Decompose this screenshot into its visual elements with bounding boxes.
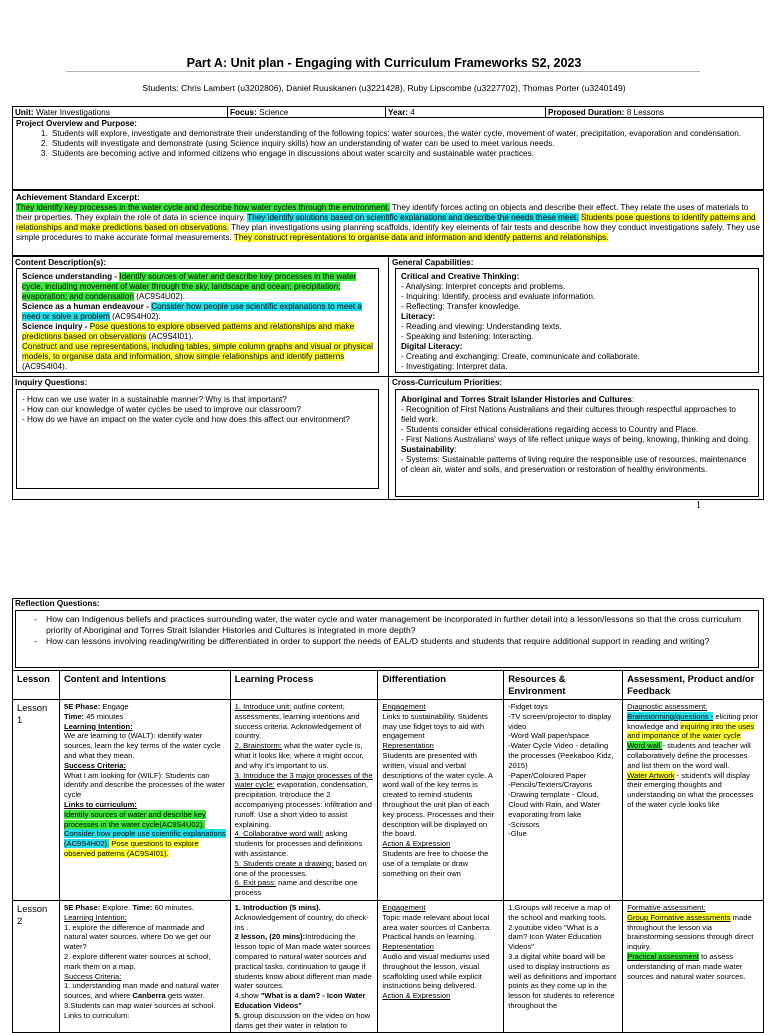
science-inquiry-desc: Science inquiry - Pose questions to explore observed patterns and relationships and make predictions based on observations (AC9S4I01).	[22, 322, 355, 341]
priority-item: - First Nations Australians' ways of life reflect unique ways of being, knowing, thinking and doing.	[401, 435, 751, 444]
capability-item: - Reflecting: Transfer knowledge.	[401, 302, 521, 311]
duration-value: 8 Lessons	[626, 108, 665, 117]
learning-process-cell: 1. Introduction (5 mins). Acknowledgement of country, do check-ins . 2 lesson, (20 mins):Introducing the lesson topic of Man made water sources compared to natural water sources and practical tasks. continuation to gauge if students know about different man made water sources. 4.show "What is a dam? - Icon Water Education Videos" 5. group discussion on the video on how dams get their water in relation to	[230, 900, 378, 1032]
sustainability-title: Sustainability	[401, 445, 455, 454]
focus-value: Science	[259, 108, 289, 117]
column-header: Resources & Environment	[504, 671, 623, 700]
unit-cell: Unit: Water Investigations	[15, 108, 110, 117]
column-header: Content and Intentions	[59, 671, 230, 700]
title-divider	[66, 71, 700, 72]
column-header: Assessment, Product and/or Feedback	[623, 671, 764, 700]
capability-item: - Speaking and listening: Interacting.	[401, 332, 534, 341]
year-cell: Year: 4	[388, 108, 415, 117]
reflection-question: - How can lessons involving reading/writing be differentiated in order to support the needs of EAL/D students and students that require additional support in reading and writing?	[34, 636, 710, 646]
resources-cell: 1.Groups will receive a map of the school and marking tools. 2.youtube video "What is a dam? Icon Water Education Videos" 3.a digital white board will be used to display instructions as well as definitions and important points as they come up in the lesson for students to reference throughout the	[504, 900, 623, 1032]
lesson-label: Lesson 2	[13, 900, 60, 1032]
overview-item: 3. Students are becoming active and informed citizens who engage in discussions about water scarcity and sustainable water practices.	[50, 149, 760, 159]
table-header-row	[13, 671, 764, 700]
overview-item: 2. Students will investigate and demonstrate (using Science inquiry skills) how an understanding of water can be used to meet various needs.	[50, 139, 760, 149]
differentiation-cell: Engagement Topic made relevant about local area water sources of Canberra. Practical hands on learning. Representation Audio and visual mediums used throughout the lesson, visual scaffolding used while explicit instructions being delivered. Action & Expression	[378, 900, 504, 1032]
science-inquiry-desc-2: Construct and use representations, including tables, simple column graphs and visual or physical models, to organise data and information, show simple relationships and identify patterns (AC9S4I04).	[22, 342, 373, 371]
student-list: Students: Chris Lambert (u3202806), Daniel Ruuskanen (u3221428), Ruby Lipscombe (u3227702), Thomas Porter (u3240149)	[142, 83, 626, 93]
unit-value: Water Investigations	[35, 108, 110, 117]
literacy-title: Literacy:	[401, 312, 436, 321]
priority-item: - Students consider ethical considerations regarding access to Country and Place.	[401, 425, 699, 434]
overview-list	[16, 129, 760, 159]
document-title: Part A: Unit plan - Engaging with Curriculum Frameworks S2, 2023	[186, 56, 582, 70]
column-header: Differentiation	[378, 671, 504, 700]
learning-process-cell: 1. Introduce unit: outline content, assessments, learning intentions and success criteria. Acknowledgement of country. 2. Brainstorm: what the water cycle is, what it looks like, where it might occur, and why it's important to us. 3. Introduce the 3 major processes of the water cycle: evaporation, condensation, precipitation. Introduce the 2 accompanying processes: infiltration and runoff. Use a short video to assist explaining. 4. Collaborative word wall: asking students for processes and definitions with assistance. 5. Students create a drawing: based on one of the processes. 6. Exit pass: name and describe one process	[230, 700, 378, 901]
priority-item: - Systems: Sustainable patterns of living require the responsible use of resources, maintenance of clean air, water and soils, and preservation or restoration of healthy environments.	[401, 455, 747, 474]
page-2	[0, 582, 768, 1030]
achievement-heading: Achievement Standard Excerpt:	[16, 193, 140, 202]
inquiry-question: - How do we have an impact on the water cycle and how does this affect our environment?	[22, 415, 350, 424]
inquiry-question: - How can we use water in a sustainable manner? Why is that important?	[22, 395, 287, 404]
achievement-text: They identify key processes in the water cycle and describe how water cycles through the environment. They identify forces acting on objects and describe their effect. They relate the uses of materials to their properties. They explain the role of data in science inquiry. They identify solutions based on scientific explanations and describe the needs these meet. Students pose questions to identify patterns and relationships and make predictions based on observations. They plan investigations using planning scaffolds, identify key elements of fair tests and describe how they conduct investigations safely. They use simple procedures to make accurate formal measurements. They construct representations to organise data and information and identify patterns and relationships.	[16, 203, 760, 243]
content-intentions-cell: 5E Phase: Explore. Time: 60 minutes. Learning Intention: 1. explore the difference of manmade and natural water sources. where Do we get our water? 2. explore different water sources at school, mark them on a map. Success Criteria: 1. understanding man made and natural water sources, and where Canberra gets water. 3.Students can map water sources at school. Links to curriculum:	[59, 900, 230, 1032]
capabilities-box	[395, 268, 759, 373]
capability-item: - Investigating: Interpret data.	[401, 362, 508, 371]
year-value: 4	[410, 108, 415, 117]
capabilities-heading: General Capabilities:	[392, 258, 474, 267]
lesson-label: Lesson 1	[13, 700, 60, 901]
page-number: 1	[696, 500, 701, 511]
cross-curriculum-box: Aboriginal and Torres Strait Islander Histories and Cultures: - Recognition of First Nations Australians and their cultures through respectful approaches to field work. - Students consider ethical considerations regarding access to Country and Place. - First Nations Australians' ways of life reflect unique ways of being, knowing, thinking and doing. Sustainability: - Systems: Sustainable patterns of living require the responsible use of resources, maintenance of clean air, water and soils, and preservation or restoration of healthy environments.	[395, 389, 759, 497]
capability-item: - Analysing: Interpret concepts and problems.	[401, 282, 566, 291]
content-intentions-cell: 5E Phase: Engage Time: 45 minutes Learning Intention: We are learning to (WALT): identify water sources, learn the key terms of the water cycle and what they mean. Success Criteria: What I am looking for (WILF): Students can identify and describe the processes of the water cycle Links to curriculum: Identify sources of water and describe key processes in the water cycle(AC9S4U02). Consider how people use scientific explanations (AC9S4H02). Pose questions to explore observed patterns (AC9S4I01).	[59, 700, 230, 901]
capability-item: - Inquiring: Identify, process and evaluate information.	[401, 292, 596, 301]
overview-heading: Project Overview and Purpose:	[16, 119, 138, 128]
atsi-title: Aboriginal and Torres Strait Islander Histories and Cultures	[401, 395, 632, 404]
overview-item: 1. Students will explore, investigate and demonstrate their understanding of the following topics: water sources, the water cycle, movement of water, precipitation, evaporation and condensation.	[50, 129, 760, 139]
cross-curriculum-heading: Cross-Curriculum Priorities:	[392, 378, 503, 387]
reflection-section	[12, 598, 764, 671]
resources-cell: -Fidget toys -TV screen/projector to display video -Word Wall paper/space -Water Cycle Video - detailing the processes (Peekaboo Kidz, 2015) -Paper/Coloured Paper -Pencils/Texters/Crayons -Drawing template - Cloud, Cloud with Rain, and Water evaporating from lake -Scissors -Glue	[504, 700, 623, 901]
differentiation-cell: Engagement Links to sustainability. Students may use fidget toys to aid with engagement Representation Students are presented with written, visual and verbal descriptions of the water cycle. A word wall of the key terms is created to remind students throughout the unit plan of each key process. Processes and their description will be displayed on the board. Action & Expression Students are free to choose the use of a template or draw something on their own	[378, 700, 504, 901]
inquiry-questions-box	[16, 389, 379, 489]
column-header: Learning Process	[230, 671, 378, 700]
table-row	[13, 700, 764, 901]
page-gap	[0, 528, 768, 582]
science-human-endeavour-desc: Science as a human endeavour - Consider how people use scientific explanations to meet a need or solve a problem (AC9S4H02).	[22, 302, 362, 321]
reflection-questions-box	[15, 610, 759, 668]
column-header: Lesson	[13, 671, 60, 700]
lesson-table	[12, 670, 764, 1033]
focus-cell: Focus: Science	[230, 108, 289, 117]
priority-item: - Recognition of First Nations Australians and their cultures through respectful approaches to field work.	[401, 405, 736, 424]
table-row	[13, 900, 764, 1032]
assessment-cell: Formative assessment: Group Formative assessments made throughout the lesson via brainstorming sessions through direct inquiry. Practical assessment to assess understanding of man made water sources and natural water sources.	[623, 900, 764, 1032]
assessment-cell: Diagnostic assessment: Brainstorming/questions - eliciting prior knowledge and inquiring into the uses and importance of the water cycle Word wall - students and teacher will collaboratively define the processes and list them on the word wall. Water Artwork - student's will display their emerging thoughts and understanding on what the processes of the water cycle looks like	[623, 700, 764, 901]
digital-literacy-title: Digital Literacy:	[401, 342, 463, 351]
project-overview-section	[12, 117, 764, 190]
capability-item: - Creating and exchanging: Create, communicate and collaborate.	[401, 352, 640, 361]
duration-cell: Proposed Duration: 8 Lessons	[548, 108, 665, 117]
achievement-standard-section	[12, 190, 764, 256]
content-heading: Content Description(s):	[15, 258, 106, 267]
reflection-question: - How can Indigenous beliefs and practices surrounding water, the water cycle and water management be incorporated in further detail into a lesson/lessons so that the cross curriculum priority of Aboriginal and Torres Strait Islander Histories and Cultures is integrated in more depth?	[34, 614, 742, 635]
content-and-capabilities-section	[12, 256, 764, 500]
reflection-heading: Reflection Questions:	[15, 599, 100, 608]
cct-title: Critical and Creative Thinking:	[401, 272, 520, 281]
inquiry-heading: Inquiry Questions:	[15, 378, 88, 387]
capability-item: - Reading and viewing: Understanding texts.	[401, 322, 562, 331]
science-understanding-desc: Science understanding - Identify sources of water and describe key processes in the water cycle, including movement of water through the sky, landscape and ocean; precipitation; evaporation; and condensation (AC9S4U02).	[22, 272, 357, 301]
content-descriptions-box	[16, 268, 379, 373]
inquiry-question: - How can our knowledge of water cycles be used to improve our classroom?	[22, 405, 301, 414]
